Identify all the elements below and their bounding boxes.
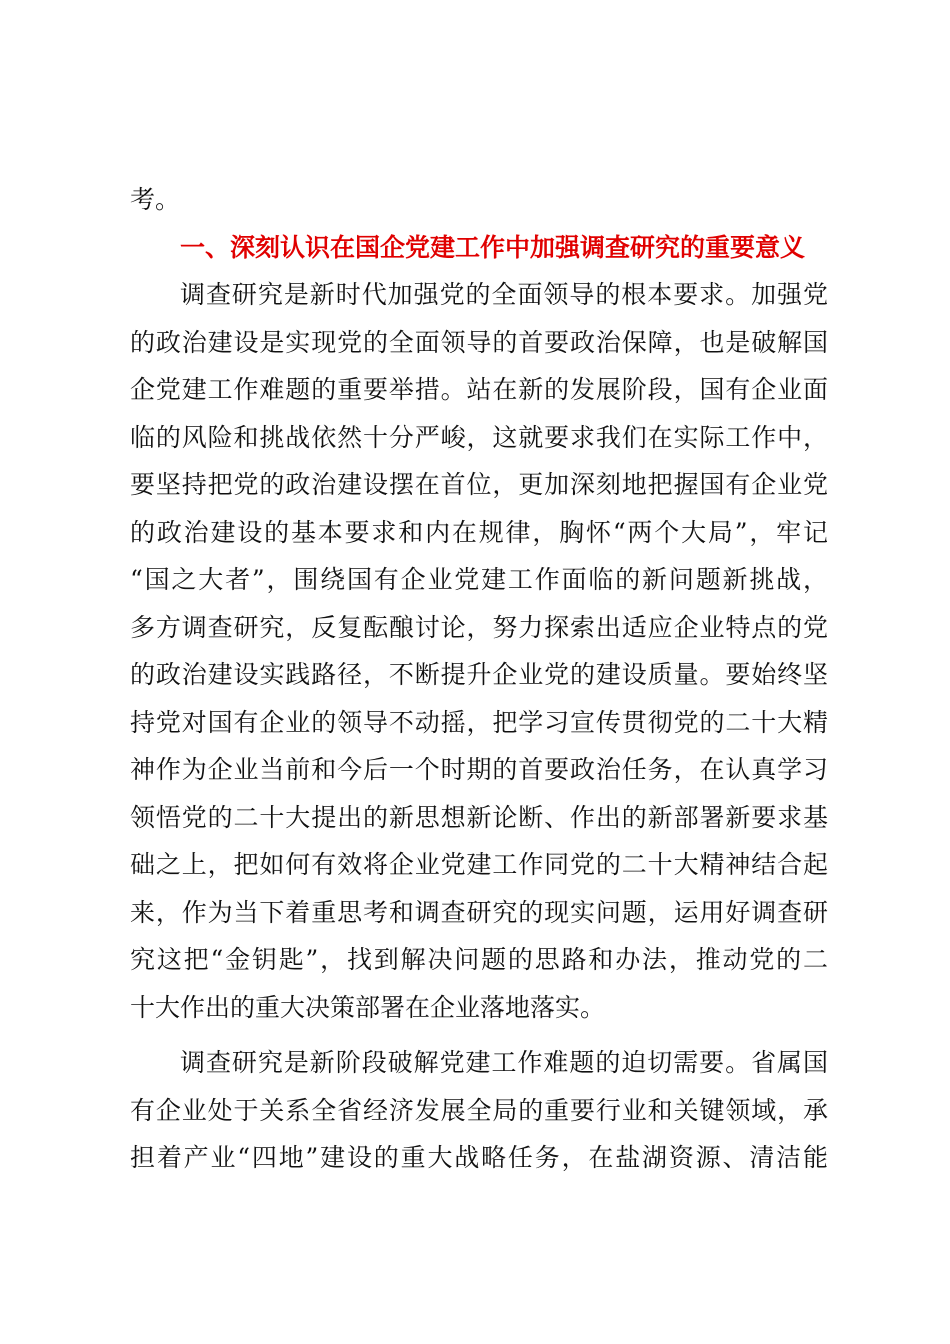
continuation-text: 考。 — [130, 185, 181, 214]
paragraph-line: 的政治建设是实现党的全面领导的首要政治保障，也是破解国 — [130, 327, 828, 357]
paragraph-line: 持党对国有企业的领导不动摇，把学习宣传贯彻党的二十大精 — [130, 707, 828, 737]
paragraph-2 — [130, 1039, 828, 1182]
paragraph-line: 有企业处于关系全省经济发展全局的重要行业和关键领域，承 — [130, 1095, 828, 1125]
paragraph-line: 调查研究是新时代加强党的全面领导的根本要求。加强党 — [180, 280, 828, 309]
paragraph-line: 担着产业“四地”建设的重大战略任务，在盐湖资源、清洁能 — [130, 1143, 828, 1172]
paragraph-line: 的政治建设的基本要求和内在规律，胸怀“两个大局”，牢记 — [130, 517, 828, 547]
paragraph-line: 要坚持把党的政治建设摆在首位，更加深刻地把握国有企业党 — [130, 470, 828, 499]
paragraph-line: “国之大者”，围绕国有企业党建工作面临的新问题新挑战， — [130, 565, 828, 594]
paragraph-line: 临的风险和挑战依然十分严峻，这就要求我们在实际工作中， — [130, 422, 828, 452]
paragraph-line: 础之上，把如何有效将企业党建工作同党的二十大精神结合起 — [130, 850, 828, 879]
paragraph-line: 调查研究是新阶段破解党建工作难题的迫切需要。省属国 — [180, 1048, 828, 1077]
paragraph-line: 来，作为当下着重思考和调查研究的现实问题，运用好调查研 — [130, 897, 828, 927]
paragraph-line: 企党建工作难题的重要举措。站在新的发展阶段，国有企业面 — [130, 375, 828, 404]
paragraph-line: 多方调查研究，反复酝酿讨论，努力探索出适应企业特点的党 — [130, 612, 828, 642]
paragraph-line: 的政治建设实践路径，不断提升企业党的建设质量。要始终坚 — [130, 660, 828, 689]
paragraph-line: 领悟党的二十大提出的新思想新论断、作出的新部署新要求基 — [130, 802, 828, 832]
paragraph-line: 神作为企业当前和今后一个时期的首要政治任务，在认真学习 — [130, 755, 828, 784]
section-heading: 一、深刻认识在国企党建工作中加强调查研究的重要意义 — [180, 232, 806, 262]
paragraph-line: 究这把“金钥匙”，找到解决问题的思路和办法，推动党的二 — [130, 945, 828, 974]
paragraph-line-last: 十大作出的重大决策部署在企业落地落实。 — [130, 992, 606, 1022]
document-body — [130, 176, 828, 1182]
paragraph-1 — [130, 271, 828, 1031]
